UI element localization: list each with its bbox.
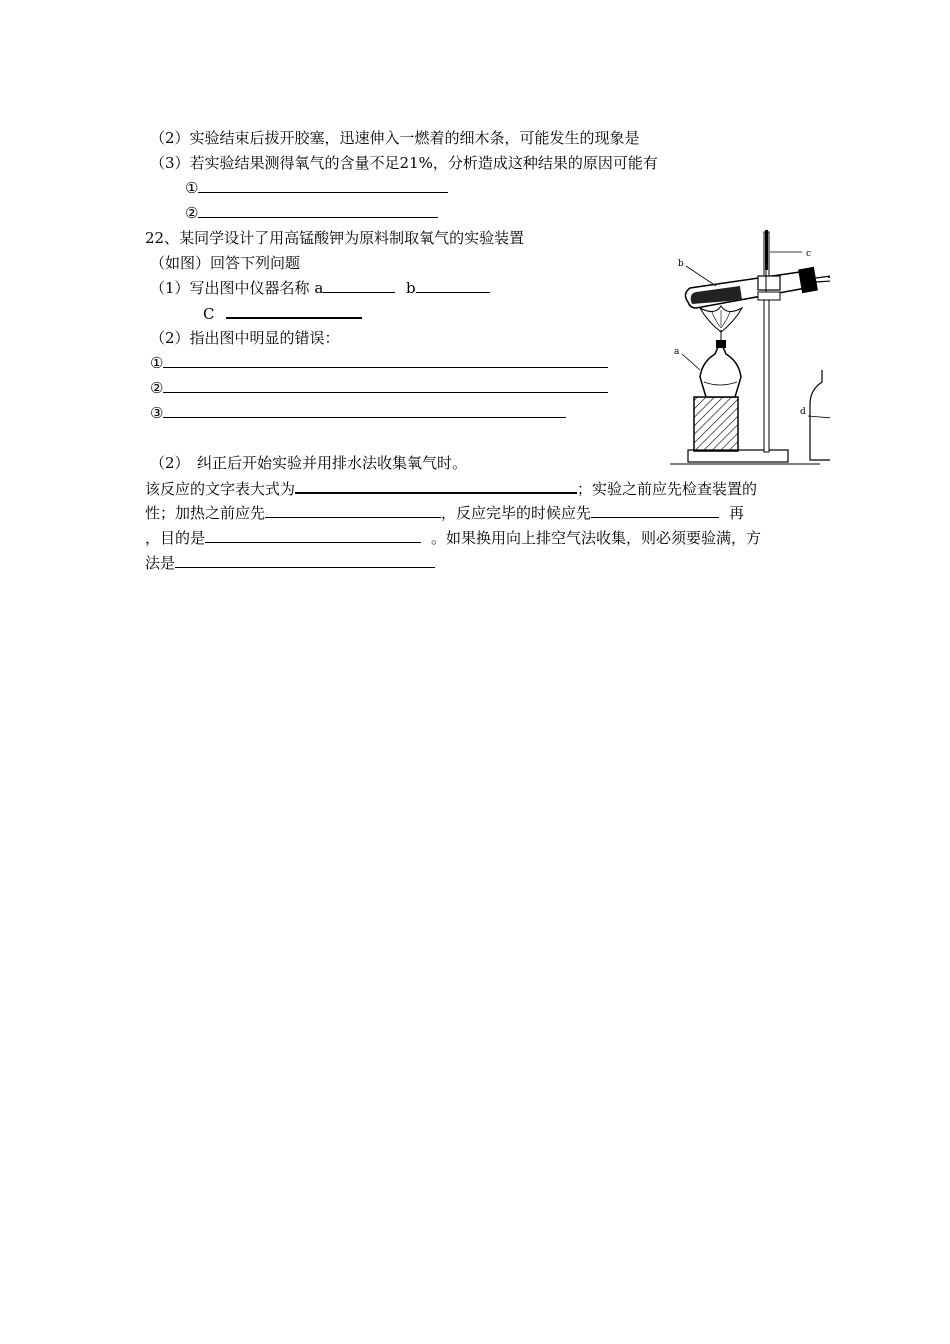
item-marker: ①: [150, 354, 164, 372]
q22-part3: （2） 纠正后开始实验并用排水法收集氧气时。: [150, 454, 468, 472]
text: 性；加热之前应先: [145, 504, 266, 522]
stand-base: [670, 450, 820, 464]
answer-blank[interactable]: [205, 528, 421, 543]
rod-top: [765, 230, 768, 270]
q21-part3: （3）若实验结果测得氧气的含量不足21%，分析造成这种结果的原因可能有: [150, 154, 658, 172]
answer-blank[interactable]: [163, 353, 608, 368]
q21-answer-1: [185, 178, 448, 198]
item-marker: ①: [185, 179, 199, 197]
q22-line4: [145, 553, 435, 573]
answer-blank[interactable]: [591, 503, 719, 518]
delivery-tube: [816, 274, 830, 370]
text: ，目的是: [145, 529, 206, 547]
equation-blank[interactable]: [295, 478, 577, 494]
q21-part2: （2）实验结束后拔开胶塞，迅速伸入一燃着的细木条，可能发生的现象是: [150, 129, 640, 147]
text: 法是: [145, 554, 176, 572]
answer-blank[interactable]: [198, 178, 448, 193]
oxygen-apparatus-figure: [660, 222, 830, 472]
q22-error-1: [150, 353, 608, 373]
q22-part1: [150, 278, 490, 298]
answer-blank-b[interactable]: [416, 278, 490, 293]
gas-collecting-bottle: [810, 362, 830, 460]
label-a: a: [674, 347, 680, 357]
q22-line2: [145, 503, 744, 523]
part1-label: （1）写出图中仪器名称 a: [150, 279, 324, 297]
q22-part2: （2）指出图中明显的错误：: [150, 329, 340, 347]
label-c: c: [806, 249, 812, 259]
text: ；实验之前应先检查装置的: [577, 480, 758, 498]
answer-blank[interactable]: [265, 503, 441, 518]
q22-part1-c: [203, 303, 362, 324]
answer-blank[interactable]: [175, 553, 435, 568]
item-marker: ③: [150, 404, 164, 422]
answer-blank[interactable]: [163, 403, 566, 418]
q22-title2: （如图）回答下列问题: [150, 254, 301, 272]
answer-blank[interactable]: [198, 203, 438, 218]
item-marker: ②: [185, 204, 199, 222]
text: 。如果换用向上排空气法收集，则必须要验满，方: [431, 529, 762, 547]
text: ，反应完毕的时候应先: [441, 504, 592, 522]
q22-error-2: [150, 378, 608, 398]
text: 再: [729, 504, 745, 522]
q22-title: 22、某同学设计了用高锰酸钾为原料制取氧气的实验装置: [145, 229, 525, 247]
text: 该反应的文字表大式为: [145, 480, 296, 498]
part1-b-label: b: [406, 279, 416, 297]
wooden-block: [694, 397, 738, 451]
label-d: d: [800, 407, 806, 417]
label-b: b: [678, 259, 684, 269]
q21-answer-2: [185, 203, 438, 223]
q22-line1: [145, 478, 757, 499]
part1-c-label: C: [203, 305, 215, 323]
answer-blank-a[interactable]: [323, 278, 395, 293]
answer-blank-c[interactable]: [226, 303, 362, 319]
q22-line3: [145, 528, 761, 548]
item-marker: ②: [150, 379, 164, 397]
q22-error-3: [150, 403, 566, 423]
flame: [700, 306, 742, 332]
answer-blank[interactable]: [163, 378, 608, 393]
alcohol-lamp: [700, 330, 741, 397]
